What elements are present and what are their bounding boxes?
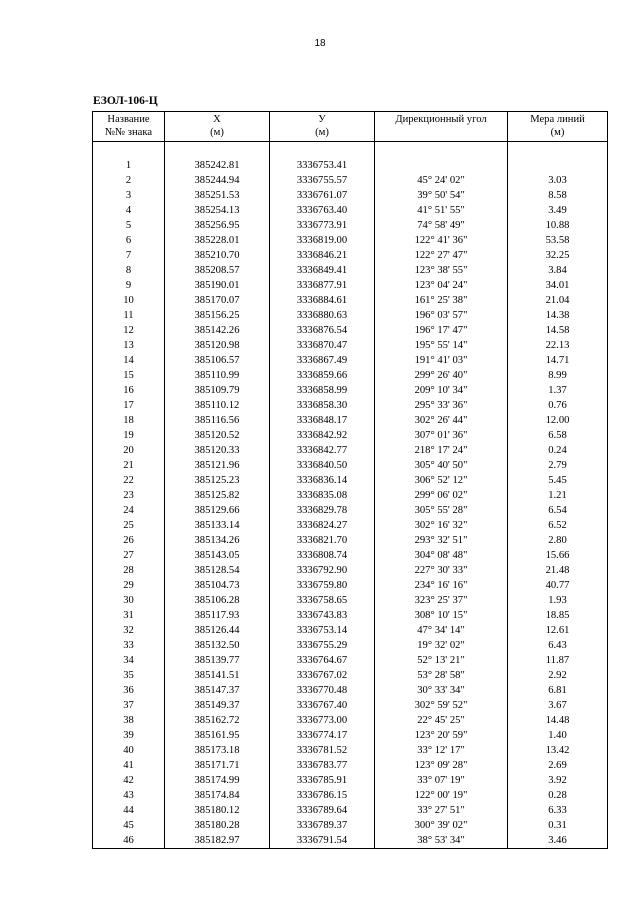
y-coordinate-cell: 3336781.52	[270, 743, 375, 758]
x-coordinate-cell: 385170.07	[165, 293, 270, 308]
line-length-cell: 53.58	[508, 233, 608, 248]
table-row	[93, 743, 608, 758]
line-length-cell: 2.80	[508, 533, 608, 548]
bearing-angle-cell: 123° 20' 59"	[375, 728, 508, 743]
y-coordinate-cell: 3336859.66	[270, 368, 375, 383]
y-coordinate-cell: 3336848.17	[270, 413, 375, 428]
x-coordinate-cell: 385180.28	[165, 818, 270, 833]
header-name	[93, 112, 165, 142]
x-coordinate-cell: 385133.14	[165, 518, 270, 533]
y-coordinate-cell: 3336773.91	[270, 218, 375, 233]
bearing-angle-cell: 306° 52' 12"	[375, 473, 508, 488]
line-length-cell: 6.43	[508, 638, 608, 653]
point-number-cell: 10	[93, 293, 165, 308]
y-coordinate-cell: 3336858.99	[270, 383, 375, 398]
table-row	[93, 218, 608, 233]
x-coordinate-cell: 385121.96	[165, 458, 270, 473]
y-coordinate-cell: 3336819.00	[270, 233, 375, 248]
header-name-line2: №№ знака	[104, 127, 153, 138]
table-row	[93, 623, 608, 638]
table-row	[93, 248, 608, 263]
coordinates-table	[92, 111, 608, 849]
x-coordinate-cell: 385106.28	[165, 593, 270, 608]
header-x	[165, 112, 270, 142]
point-number-cell: 18	[93, 413, 165, 428]
y-coordinate-cell: 3336846.21	[270, 248, 375, 263]
bearing-angle-cell: 123° 38' 55"	[375, 263, 508, 278]
line-length-cell: 0.76	[508, 398, 608, 413]
point-number-cell: 15	[93, 368, 165, 383]
y-coordinate-cell: 3336840.50	[270, 458, 375, 473]
x-coordinate-cell: 385180.12	[165, 803, 270, 818]
table-row	[93, 263, 608, 278]
table-row	[93, 413, 608, 428]
bearing-angle-cell: 293° 32' 51"	[375, 533, 508, 548]
header-angle	[375, 112, 508, 142]
x-coordinate-cell: 385182.97	[165, 833, 270, 849]
bearing-angle-cell: 196° 03' 57"	[375, 308, 508, 323]
bearing-angle-cell: 302° 26' 44"	[375, 413, 508, 428]
line-length-cell: 34.01	[508, 278, 608, 293]
bearing-angle-cell: 302° 16' 32"	[375, 518, 508, 533]
header-angle-line1: Дирекционный угол	[395, 114, 487, 125]
y-coordinate-cell: 3336763.40	[270, 203, 375, 218]
table-body	[93, 142, 608, 849]
point-number-cell: 7	[93, 248, 165, 263]
bearing-angle-cell: 33° 27' 51"	[375, 803, 508, 818]
point-number-cell: 38	[93, 713, 165, 728]
x-coordinate-cell: 385116.56	[165, 413, 270, 428]
line-length-cell: 1.37	[508, 383, 608, 398]
bearing-angle-cell	[375, 158, 508, 173]
line-length-cell: 2.69	[508, 758, 608, 773]
y-coordinate-cell: 3336753.14	[270, 623, 375, 638]
point-number-cell: 36	[93, 683, 165, 698]
bearing-angle-cell: 209° 10' 34"	[375, 383, 508, 398]
y-coordinate-cell: 3336829.78	[270, 503, 375, 518]
table-row	[93, 818, 608, 833]
y-coordinate-cell: 3336870.47	[270, 338, 375, 353]
table-row	[93, 503, 608, 518]
point-number-cell: 14	[93, 353, 165, 368]
spacer-row	[93, 142, 608, 159]
header-y-line2: (м)	[315, 127, 329, 138]
table-row	[93, 308, 608, 323]
line-length-cell: 1.21	[508, 488, 608, 503]
table-row	[93, 233, 608, 248]
bearing-angle-cell: 227° 30' 33"	[375, 563, 508, 578]
point-number-cell: 24	[93, 503, 165, 518]
x-coordinate-cell: 385125.23	[165, 473, 270, 488]
y-coordinate-cell: 3336884.61	[270, 293, 375, 308]
line-length-cell: 8.99	[508, 368, 608, 383]
line-length-cell: 14.38	[508, 308, 608, 323]
line-length-cell: 3.92	[508, 773, 608, 788]
line-length-cell: 0.28	[508, 788, 608, 803]
y-coordinate-cell: 3336755.29	[270, 638, 375, 653]
bearing-angle-cell: 41° 51' 55"	[375, 203, 508, 218]
point-number-cell: 40	[93, 743, 165, 758]
line-length-cell: 2.92	[508, 668, 608, 683]
table-row	[93, 338, 608, 353]
header-x-line1: Х	[213, 114, 221, 125]
table-row	[93, 323, 608, 338]
line-length-cell: 12.61	[508, 623, 608, 638]
y-coordinate-cell: 3336753.41	[270, 158, 375, 173]
y-coordinate-cell: 3336835.08	[270, 488, 375, 503]
bearing-angle-cell: 122° 00' 19"	[375, 788, 508, 803]
bearing-angle-cell: 307° 01' 36"	[375, 428, 508, 443]
table-row	[93, 758, 608, 773]
table-row	[93, 833, 608, 849]
bearing-angle-cell: 122° 41' 36"	[375, 233, 508, 248]
bearing-angle-cell: 234° 16' 16"	[375, 578, 508, 593]
bearing-angle-cell: 323° 25' 37"	[375, 593, 508, 608]
x-coordinate-cell: 385190.01	[165, 278, 270, 293]
x-coordinate-cell: 385143.05	[165, 548, 270, 563]
line-length-cell: 3.03	[508, 173, 608, 188]
point-number-cell: 26	[93, 533, 165, 548]
y-coordinate-cell: 3336849.41	[270, 263, 375, 278]
point-number-cell: 44	[93, 803, 165, 818]
point-number-cell: 16	[93, 383, 165, 398]
x-coordinate-cell: 385171.71	[165, 758, 270, 773]
x-coordinate-cell: 385244.94	[165, 173, 270, 188]
line-length-cell: 13.42	[508, 743, 608, 758]
bearing-angle-cell: 38° 53' 34"	[375, 833, 508, 849]
line-length-cell: 14.48	[508, 713, 608, 728]
x-coordinate-cell: 385110.99	[165, 368, 270, 383]
x-coordinate-cell: 385174.84	[165, 788, 270, 803]
point-number-cell: 37	[93, 698, 165, 713]
table-row	[93, 473, 608, 488]
y-coordinate-cell: 3336824.27	[270, 518, 375, 533]
bearing-angle-cell: 218° 17' 24"	[375, 443, 508, 458]
x-coordinate-cell: 385242.81	[165, 158, 270, 173]
line-length-cell: 6.52	[508, 518, 608, 533]
point-number-cell: 31	[93, 608, 165, 623]
line-length-cell: 14.58	[508, 323, 608, 338]
point-number-cell: 1	[93, 158, 165, 173]
bearing-angle-cell: 33° 12' 17"	[375, 743, 508, 758]
line-length-cell: 10.88	[508, 218, 608, 233]
point-number-cell: 29	[93, 578, 165, 593]
table-row	[93, 293, 608, 308]
bearing-angle-cell: 308° 10' 15"	[375, 608, 508, 623]
line-length-cell: 11.87	[508, 653, 608, 668]
y-coordinate-cell: 3336786.15	[270, 788, 375, 803]
point-number-cell: 45	[93, 818, 165, 833]
x-coordinate-cell: 385228.01	[165, 233, 270, 248]
x-coordinate-cell: 385162.72	[165, 713, 270, 728]
table-row	[93, 158, 608, 173]
table-row	[93, 203, 608, 218]
table-row	[93, 518, 608, 533]
table-row	[93, 698, 608, 713]
x-coordinate-cell: 385149.37	[165, 698, 270, 713]
bearing-angle-cell: 191° 41' 03"	[375, 353, 508, 368]
line-length-cell: 6.54	[508, 503, 608, 518]
x-coordinate-cell: 385256.95	[165, 218, 270, 233]
bearing-angle-cell: 123° 09' 28"	[375, 758, 508, 773]
x-coordinate-cell: 385104.73	[165, 578, 270, 593]
bearing-angle-cell: 74° 58' 49"	[375, 218, 508, 233]
x-coordinate-cell: 385147.37	[165, 683, 270, 698]
point-number-cell: 34	[93, 653, 165, 668]
table-row	[93, 428, 608, 443]
table-row	[93, 773, 608, 788]
point-number-cell: 19	[93, 428, 165, 443]
line-length-cell: 18.85	[508, 608, 608, 623]
bearing-angle-cell: 299° 26' 40"	[375, 368, 508, 383]
x-coordinate-cell: 385120.52	[165, 428, 270, 443]
bearing-angle-cell: 123° 04' 24"	[375, 278, 508, 293]
point-number-cell: 12	[93, 323, 165, 338]
x-coordinate-cell: 385132.50	[165, 638, 270, 653]
y-coordinate-cell: 3336767.40	[270, 698, 375, 713]
line-length-cell: 1.40	[508, 728, 608, 743]
table-row	[93, 278, 608, 293]
line-length-cell: 6.58	[508, 428, 608, 443]
line-length-cell: 3.46	[508, 833, 608, 849]
point-number-cell: 9	[93, 278, 165, 293]
table-row	[93, 548, 608, 563]
page-number: 18	[314, 38, 326, 49]
table-row	[93, 803, 608, 818]
y-coordinate-cell: 3336764.67	[270, 653, 375, 668]
x-coordinate-cell: 385208.57	[165, 263, 270, 278]
x-coordinate-cell: 385141.51	[165, 668, 270, 683]
point-number-cell: 11	[93, 308, 165, 323]
x-coordinate-cell: 385254.13	[165, 203, 270, 218]
y-coordinate-cell: 3336789.37	[270, 818, 375, 833]
x-coordinate-cell: 385120.98	[165, 338, 270, 353]
point-number-cell: 13	[93, 338, 165, 353]
point-number-cell: 33	[93, 638, 165, 653]
line-length-cell: 3.84	[508, 263, 608, 278]
point-number-cell: 8	[93, 263, 165, 278]
table-row	[93, 713, 608, 728]
y-coordinate-cell: 3336867.49	[270, 353, 375, 368]
y-coordinate-cell: 3336791.54	[270, 833, 375, 849]
line-length-cell: 3.67	[508, 698, 608, 713]
y-coordinate-cell: 3336842.92	[270, 428, 375, 443]
line-length-cell: 21.48	[508, 563, 608, 578]
table-row	[93, 488, 608, 503]
bearing-angle-cell: 161° 25' 38"	[375, 293, 508, 308]
y-coordinate-cell: 3336785.91	[270, 773, 375, 788]
y-coordinate-cell: 3336761.07	[270, 188, 375, 203]
table-row	[93, 398, 608, 413]
x-coordinate-cell: 385126.44	[165, 623, 270, 638]
y-coordinate-cell: 3336789.64	[270, 803, 375, 818]
point-number-cell: 4	[93, 203, 165, 218]
header-x-line2: (м)	[210, 127, 224, 138]
bearing-angle-cell: 19° 32' 02"	[375, 638, 508, 653]
table-row	[93, 578, 608, 593]
table-row	[93, 653, 608, 668]
bearing-angle-cell: 47° 34' 14"	[375, 623, 508, 638]
table-row	[93, 593, 608, 608]
line-length-cell: 1.93	[508, 593, 608, 608]
point-number-cell: 20	[93, 443, 165, 458]
table-row	[93, 188, 608, 203]
table-row	[93, 788, 608, 803]
x-coordinate-cell: 385106.57	[165, 353, 270, 368]
line-length-cell: 3.49	[508, 203, 608, 218]
line-length-cell	[508, 158, 608, 173]
table-row	[93, 668, 608, 683]
bearing-angle-cell: 22° 45' 25"	[375, 713, 508, 728]
table-row	[93, 533, 608, 548]
y-coordinate-cell: 3336842.77	[270, 443, 375, 458]
bearing-angle-cell: 45° 24' 02"	[375, 173, 508, 188]
bearing-angle-cell: 302° 59' 52"	[375, 698, 508, 713]
point-number-cell: 28	[93, 563, 165, 578]
point-number-cell: 46	[93, 833, 165, 849]
x-coordinate-cell: 385125.82	[165, 488, 270, 503]
table-row	[93, 608, 608, 623]
table-row	[93, 728, 608, 743]
point-number-cell: 22	[93, 473, 165, 488]
y-coordinate-cell: 3336773.00	[270, 713, 375, 728]
x-coordinate-cell: 385117.93	[165, 608, 270, 623]
bearing-angle-cell: 122° 27' 47"	[375, 248, 508, 263]
line-length-cell: 2.79	[508, 458, 608, 473]
table-header-row	[93, 112, 608, 142]
line-length-cell: 0.31	[508, 818, 608, 833]
x-coordinate-cell: 385156.25	[165, 308, 270, 323]
bearing-angle-cell: 305° 40' 50"	[375, 458, 508, 473]
y-coordinate-cell: 3336758.65	[270, 593, 375, 608]
y-coordinate-cell: 3336783.77	[270, 758, 375, 773]
table-row	[93, 173, 608, 188]
table-row	[93, 458, 608, 473]
header-length	[508, 112, 608, 142]
y-coordinate-cell: 3336858.30	[270, 398, 375, 413]
point-number-cell: 35	[93, 668, 165, 683]
point-number-cell: 21	[93, 458, 165, 473]
point-number-cell: 42	[93, 773, 165, 788]
table-row	[93, 353, 608, 368]
x-coordinate-cell: 385120.33	[165, 443, 270, 458]
table-row	[93, 443, 608, 458]
x-coordinate-cell: 385134.26	[165, 533, 270, 548]
x-coordinate-cell: 385174.99	[165, 773, 270, 788]
x-coordinate-cell: 385110.12	[165, 398, 270, 413]
bearing-angle-cell: 304° 08' 48"	[375, 548, 508, 563]
x-coordinate-cell: 385109.79	[165, 383, 270, 398]
bearing-angle-cell: 195° 55' 14"	[375, 338, 508, 353]
y-coordinate-cell: 3336743.83	[270, 608, 375, 623]
point-number-cell: 41	[93, 758, 165, 773]
y-coordinate-cell: 3336808.74	[270, 548, 375, 563]
point-number-cell: 27	[93, 548, 165, 563]
y-coordinate-cell: 3336876.54	[270, 323, 375, 338]
y-coordinate-cell: 3336770.48	[270, 683, 375, 698]
line-length-cell: 32.25	[508, 248, 608, 263]
bearing-angle-cell: 33° 07' 19"	[375, 773, 508, 788]
header-y-line1: У	[318, 114, 326, 125]
y-coordinate-cell: 3336877.91	[270, 278, 375, 293]
x-coordinate-cell: 385129.66	[165, 503, 270, 518]
y-coordinate-cell: 3336836.14	[270, 473, 375, 488]
x-coordinate-cell: 385128.54	[165, 563, 270, 578]
bearing-angle-cell: 53° 28' 58"	[375, 668, 508, 683]
point-number-cell: 2	[93, 173, 165, 188]
line-length-cell: 6.81	[508, 683, 608, 698]
x-coordinate-cell: 385161.95	[165, 728, 270, 743]
x-coordinate-cell: 385139.77	[165, 653, 270, 668]
point-number-cell: 30	[93, 593, 165, 608]
line-length-cell: 15.66	[508, 548, 608, 563]
table-row	[93, 563, 608, 578]
y-coordinate-cell: 3336774.17	[270, 728, 375, 743]
point-number-cell: 3	[93, 188, 165, 203]
line-length-cell: 0.24	[508, 443, 608, 458]
header-length-line2: (м)	[550, 127, 565, 138]
table-row	[93, 638, 608, 653]
bearing-angle-cell: 295° 33' 36"	[375, 398, 508, 413]
header-y	[270, 112, 375, 142]
y-coordinate-cell: 3336767.02	[270, 668, 375, 683]
point-number-cell: 39	[93, 728, 165, 743]
y-coordinate-cell: 3336755.57	[270, 173, 375, 188]
bearing-angle-cell: 299° 06' 02"	[375, 488, 508, 503]
point-number-cell: 32	[93, 623, 165, 638]
table-row	[93, 368, 608, 383]
point-number-cell: 43	[93, 788, 165, 803]
y-coordinate-cell: 3336759.80	[270, 578, 375, 593]
table-row	[93, 383, 608, 398]
line-length-cell: 22.13	[508, 338, 608, 353]
x-coordinate-cell: 385251.53	[165, 188, 270, 203]
x-coordinate-cell: 385173.18	[165, 743, 270, 758]
line-length-cell: 21.04	[508, 293, 608, 308]
line-length-cell: 14.71	[508, 353, 608, 368]
table-row	[93, 683, 608, 698]
y-coordinate-cell: 3336821.70	[270, 533, 375, 548]
line-length-cell: 8.58	[508, 188, 608, 203]
line-length-cell: 6.33	[508, 803, 608, 818]
bearing-angle-cell: 305° 55' 28"	[375, 503, 508, 518]
header-length-line1: Мера линий	[530, 114, 585, 125]
line-length-cell: 12.00	[508, 413, 608, 428]
point-number-cell: 25	[93, 518, 165, 533]
document-title: ЕЗОЛ-106-Ц	[93, 95, 158, 107]
point-number-cell: 6	[93, 233, 165, 248]
bearing-angle-cell: 30° 33' 34"	[375, 683, 508, 698]
line-length-cell: 5.45	[508, 473, 608, 488]
y-coordinate-cell: 3336792.90	[270, 563, 375, 578]
x-coordinate-cell: 385142.26	[165, 323, 270, 338]
point-number-cell: 23	[93, 488, 165, 503]
bearing-angle-cell: 300° 39' 02"	[375, 818, 508, 833]
bearing-angle-cell: 196° 17' 47"	[375, 323, 508, 338]
y-coordinate-cell: 3336880.63	[270, 308, 375, 323]
bearing-angle-cell: 39° 50' 54"	[375, 188, 508, 203]
line-length-cell: 40.77	[508, 578, 608, 593]
x-coordinate-cell: 385210.70	[165, 248, 270, 263]
point-number-cell: 5	[93, 218, 165, 233]
header-name-line1: Название	[107, 114, 150, 125]
point-number-cell: 17	[93, 398, 165, 413]
bearing-angle-cell: 52° 13' 21"	[375, 653, 508, 668]
